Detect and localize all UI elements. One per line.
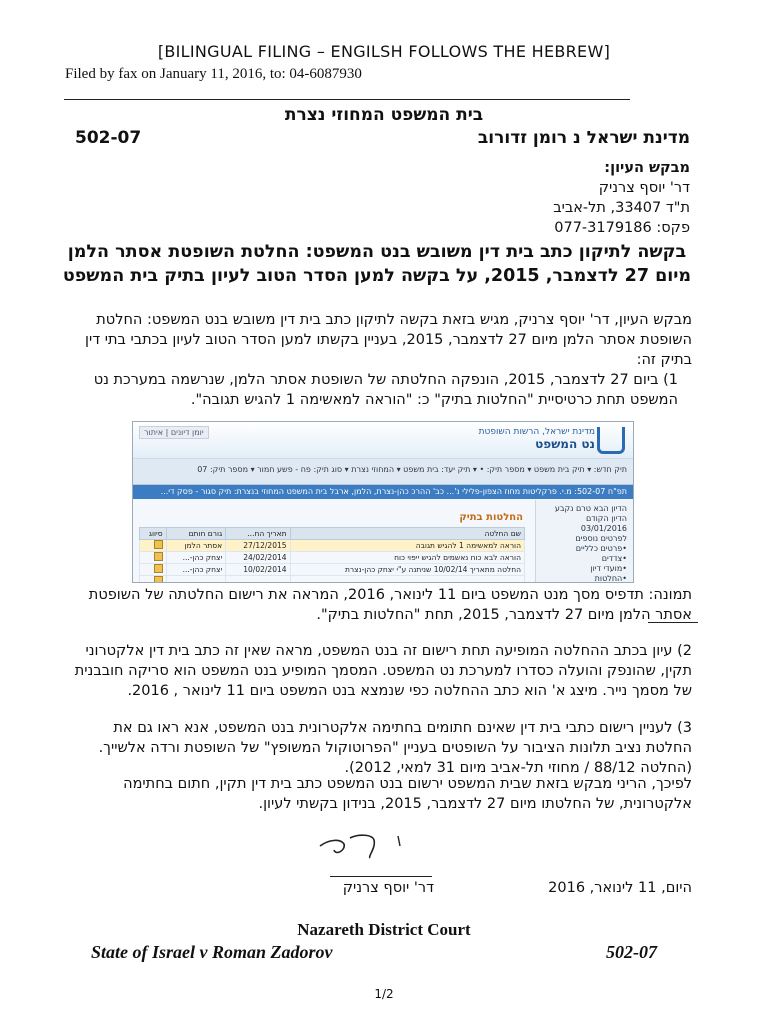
- col-header: גורם חותם: [166, 528, 226, 540]
- brand-small: מדינת ישראל, הרשות השופטת: [478, 427, 595, 437]
- screenshot-brand: [479, 426, 595, 452]
- paragraph-intro: [66, 310, 692, 410]
- page-number: 1/2: [374, 987, 394, 1001]
- screenshot-tools: יומן דיונים | איתור: [139, 426, 209, 439]
- request-title: בקשה לתיקון כתב בית דין משובש בנט המשפט: החלטת השופטת אסתר הלמן מיום 27 לדצמבר, 2015, על בקשה למען הסדר הטוב לעיון בתיק בית המשפט: [62, 242, 692, 286]
- col-header: שם החלטה: [290, 528, 524, 540]
- cell: [166, 576, 226, 584]
- handwritten-signature: [298, 816, 438, 866]
- cell: [290, 576, 524, 584]
- table-header: [140, 528, 525, 540]
- document-icon: [154, 552, 163, 561]
- col-header: תאריך הח...: [226, 528, 290, 540]
- case-parties-english: State of Israel v Roman Zadorov: [91, 942, 333, 962]
- cell: יצחק כהן-...: [166, 564, 226, 576]
- document-icon: [154, 540, 163, 549]
- side-item: הדיון הבא טרם נקבע: [554, 504, 627, 513]
- cell: 10/02/2014: [226, 564, 290, 576]
- net-hamishpat-logo-icon: [597, 427, 625, 454]
- blank-line: [648, 622, 698, 623]
- screenshot-case-bar: תפ"ח 502-07: מ.י. פרקליטות מחוז הצפון-פלילי נ'... כב' ההרכ כהן-נצרת, הלמן, ארבל בית המשפט המחוזי בנצרת: תיק סגור - פסק די...: [133, 485, 633, 499]
- header-divider: [64, 99, 630, 100]
- item-1: 1) ביום 27 לדצמבר, 2015, הונפקה החלטתה של השופטת אסתר הלמן, שנרשמה במערכת נט המשפט תחת כרטיסיית "החלטות בתיק" כ: "הוראה למאשימה 1 להגיש תגובה".: [93, 372, 678, 408]
- signing-date: היום, 11 לינואר, 2016: [548, 880, 692, 896]
- screenshot-side-panel: [535, 500, 633, 582]
- brand-big: נט המשפט: [535, 437, 595, 451]
- cell: [140, 576, 167, 584]
- bilingual-header: [BILINGUAL FILING – ENGILSH FOLLOWS THE HEBREW]: [157, 42, 611, 61]
- cell: יצחק כהן-...: [166, 552, 226, 564]
- side-item: לפרטים נוספים: [575, 534, 627, 543]
- case-number-hebrew: 502-07: [75, 128, 142, 148]
- document-icon: [154, 576, 163, 583]
- table-row: [140, 552, 525, 564]
- side-item: •מועדי דיון: [590, 564, 627, 573]
- intro-text: מבקש העיון, דר' יוסף צרניק, מגיש בזאת בקשה לתיקון כתב בית דין משובש בנט המשפט: החלטת השופטת אסתר הלמן מיום 27 לדצמבר, 2015, בעניין בקשתו למען הסדר הטוב לעיון בכתבי בתי דין בתיק זה:: [85, 312, 692, 368]
- screenshot-filter-row: תיק חדש: ▾ תיק בית משפט ▾ מספר תיק: • ▾ תיק יעד: בית משפט ▾ המחוזי נצרת ▾ סוג תיק: פח - פשע חמור ▾ מספר תיק: 07: [133, 459, 633, 485]
- signer-name: דר' יוסף צרניק: [342, 880, 434, 896]
- cell: [140, 552, 167, 564]
- cell: החלטה מתאריך 10/02/14 שניתנה ע"י יצחק כהן-נצרת: [290, 564, 524, 576]
- case-number-english: 502-07: [606, 942, 657, 962]
- requester-fax: פקס: 077-3179186: [554, 220, 690, 236]
- cell: [226, 576, 290, 584]
- paragraph-3: 3) לעניין רישום כתבי בית דין שאינם חתומים בחתימה אלקטרונית בנט המשפט, אנא ראו גם את החלטת נציב תלונות הציבור על השופטים בעניין "הפרוטוקול המשופץ" של השופטת ורדה אלשייך. (החלטה 88/12 / מחוזי תל-אביב מיום 31 למאי, 2012).: [98, 720, 692, 776]
- fax-filing-line: Filed by fax on January 11, 2016, to: 04-6087930: [65, 66, 362, 82]
- court-name-hebrew: בית המשפט המחוזי נצרת: [284, 105, 484, 125]
- paragraph-4: לפיכך, הריני מבקש בזאת שבית המשפט ירשום בנט המשפט כתב בית דין תקין, חתום בחתימה אלקטרונית, של החלטתו מיום 27 לדצמבר, 2015, בנידון בקשתי לעיון.: [123, 776, 692, 812]
- figure-caption: תמונה: תדפיס מסך מנט המשפט ביום 11 לינואר, 2016, המראה את רישום החלטתה של השופטת אסתר הלמן מיום 27 לדצמבר, 2015, תחת "החלטות בתיק".: [88, 587, 692, 623]
- cell: אסתר הלמן: [166, 540, 226, 552]
- cell: הוראה לבא כוח נאשמים להגיש ייפוי כוח: [290, 552, 524, 564]
- decisions-section-title: החלטות בתיק: [459, 512, 523, 523]
- side-item: •פרטים כלליים: [575, 544, 627, 553]
- net-hamishpat-screenshot: [132, 421, 634, 583]
- cell: [140, 564, 167, 576]
- paragraph-2: 2) עיון בכתב ההחלטה המופיעה תחת רישום זה בנט המשפט, מראה שאין זה כתב בית דין אלקטרוני תקין, שהונפק והועלה כסדרו למערכת נט המשפט. המסמך המופיע בנט המשפט הוא סריקה חובבנית של מסמך נייר. מיצג א' הוא כתב ההחלטה כפי שנמצא בנט המשפט ביום 11 לינואר , 2016.: [74, 643, 692, 699]
- requester-block: [390, 158, 690, 238]
- col-header: סיווג: [140, 528, 167, 540]
- side-item: הדיון הקודם 03/01/2016: [580, 514, 627, 533]
- cell: הוראה למאשימה 1 להגיש תגובה: [290, 540, 524, 552]
- table-row: [140, 576, 525, 584]
- screenshot-main: [133, 500, 533, 582]
- requester-label: מבקש העיון:: [604, 160, 690, 176]
- cell: [140, 540, 167, 552]
- decisions-table: [139, 527, 525, 583]
- table-row: [140, 540, 525, 552]
- side-item: •החלטות: [594, 574, 627, 583]
- signature-line: [330, 876, 432, 877]
- requester-name: דר' יוסף צרניק: [598, 180, 690, 196]
- document-icon: [154, 564, 163, 573]
- side-item: •צדדים: [601, 554, 627, 563]
- cell: 27/12/2015: [226, 540, 290, 552]
- cell: 24/02/2014: [226, 552, 290, 564]
- court-name-english: Nazareth District Court: [297, 920, 471, 939]
- case-parties-hebrew: מדינת ישראל נ רומן זדורוב: [477, 128, 690, 148]
- table-row: [140, 564, 525, 576]
- requester-address: ת"ד 33407, תל-אביב: [553, 200, 690, 216]
- screenshot-header: [133, 422, 633, 459]
